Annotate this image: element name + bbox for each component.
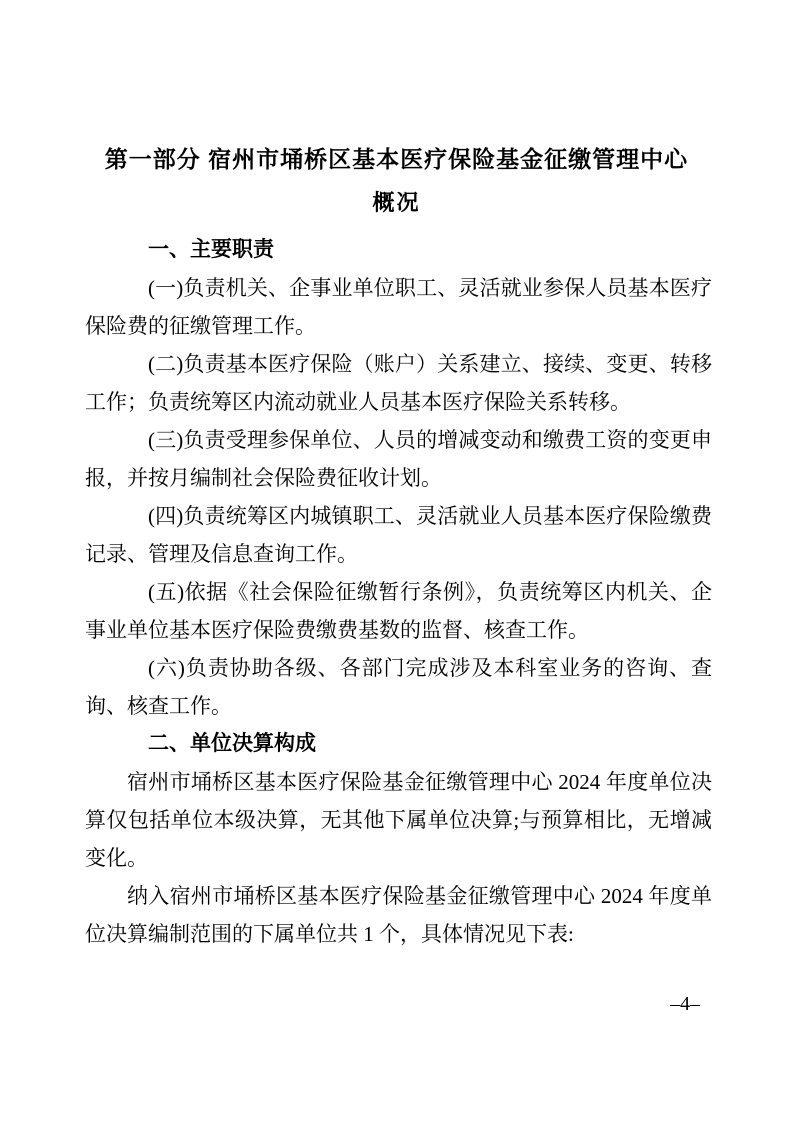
document-title: 第一部分 宿州市埇桥区基本医疗保险基金征缴管理中心 xyxy=(104,146,689,172)
document-subtitle: 概况 xyxy=(372,190,421,215)
paragraph-duty-3: (三)负责受理参保单位、人员的增减变动和缴费工资的变更申报，并按月编制社会保险费征收计划。 xyxy=(85,428,712,490)
paragraph-duty-5: (五)依据《社会保险征缴暂行条例》，负责统筹区内机关、企事业单位基本医疗保险费缴费基数的监督、核查工作。 xyxy=(85,580,712,642)
document-body xyxy=(85,231,712,953)
section-heading-main-duties: 一、主要职责 xyxy=(148,238,274,261)
section-budget-composition xyxy=(85,725,712,953)
paragraph-duty-2: (二)负责基本医疗保险（账户）关系建立、接续、变更、转移工作；负责统筹区内流动就业人员基本医疗保险关系转移。 xyxy=(85,352,712,414)
paragraph-budget-1: 宿州市埇桥区基本医疗保险基金征缴管理中心 2024 年度单位决算仅包括单位本级决算，无其他下属单位决算;与预算相比，无增减变化。 xyxy=(85,770,712,870)
page-number: –4– xyxy=(670,993,700,1015)
paragraph-duty-4: (四)负责统筹区内城镇职工、灵活就业人员基本医疗保险缴费记录、管理及信息查询工作。 xyxy=(85,504,712,566)
paragraph-duty-1: (一)负责机关、企事业单位职工、灵活就业参保人员基本医疗保险费的征缴管理工作。 xyxy=(85,276,712,338)
section-main-duties xyxy=(85,231,712,725)
paragraph-duty-6: (六)负责协助各级、各部门完成涉及本科室业务的咨询、查询、核查工作。 xyxy=(85,656,712,718)
paragraph-budget-2: 纳入宿州市埇桥区基本医疗保险基金征缴管理中心 2024 年度单位决算编制范围的下属单位共 1 个，具体情况见下表: xyxy=(85,884,712,946)
section-heading-budget-composition: 二、单位决算构成 xyxy=(148,732,316,755)
